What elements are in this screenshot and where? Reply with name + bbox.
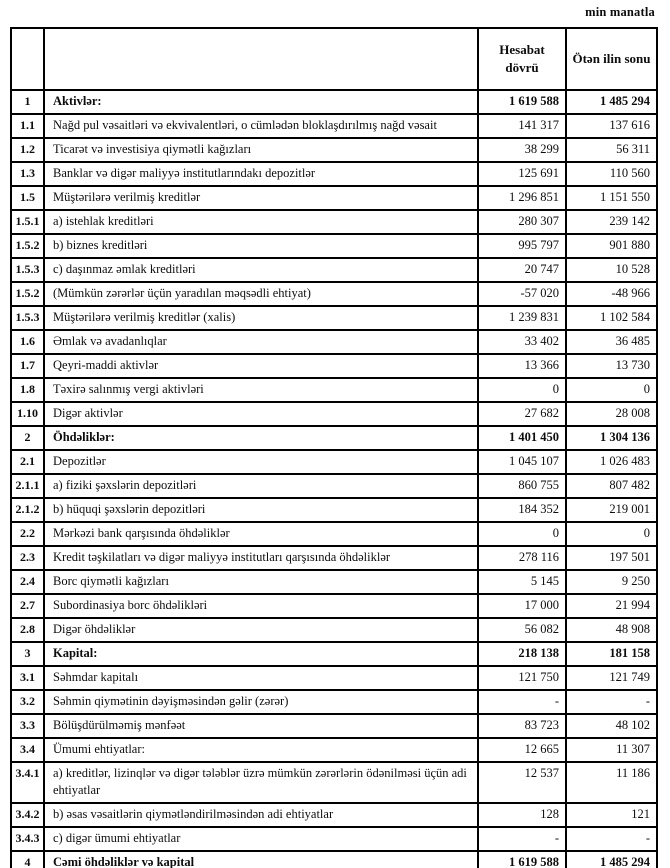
- value-previous-period: 901 880: [566, 234, 657, 258]
- value-previous-period: 1 151 550: [566, 186, 657, 210]
- table-row: [11, 618, 657, 642]
- row-label: Kapital:: [44, 642, 478, 666]
- value-current-period: 27 682: [478, 402, 566, 426]
- row-label: Əmlak və avadanlıqlar: [44, 330, 478, 354]
- value-current-period: 0: [478, 378, 566, 402]
- value-previous-period: 10 528: [566, 258, 657, 282]
- value-current-period: 1 045 107: [478, 450, 566, 474]
- row-label: a) istehlak kreditləri: [44, 210, 478, 234]
- row-number: 2.8: [11, 618, 44, 642]
- value-current-period: 12 665: [478, 738, 566, 762]
- row-label: Kredit təşkilatları və digər maliyyə institutları qarşısında öhdəliklər: [44, 546, 478, 570]
- value-previous-period: 219 001: [566, 498, 657, 522]
- value-previous-period: 807 482: [566, 474, 657, 498]
- value-previous-period: 21 994: [566, 594, 657, 618]
- value-previous-period: 0: [566, 522, 657, 546]
- value-previous-period: 137 616: [566, 114, 657, 138]
- row-label: a) fiziki şəxslərin depozitləri: [44, 474, 478, 498]
- table-row: [11, 522, 657, 546]
- table-row: [11, 186, 657, 210]
- row-label: Banklar və digər maliyyə institutlarındakı depozitlər: [44, 162, 478, 186]
- value-previous-period: 121 749: [566, 666, 657, 690]
- row-number: 1.8: [11, 378, 44, 402]
- value-current-period: 278 116: [478, 546, 566, 570]
- row-number: 3.4: [11, 738, 44, 762]
- value-current-period: 1 239 831: [478, 306, 566, 330]
- value-current-period: 184 352: [478, 498, 566, 522]
- table-row: [11, 474, 657, 498]
- value-previous-period: 1 304 136: [566, 426, 657, 450]
- value-previous-period: 13 730: [566, 354, 657, 378]
- row-label: Subordinasiya borc öhdəlikləri: [44, 594, 478, 618]
- value-previous-period: 181 158: [566, 642, 657, 666]
- value-current-period: 1 619 588: [478, 851, 566, 868]
- row-label: Depozitlər: [44, 450, 478, 474]
- value-current-period: 0: [478, 522, 566, 546]
- value-previous-period: -: [566, 690, 657, 714]
- table-row: [11, 642, 657, 666]
- value-previous-period: -48 966: [566, 282, 657, 306]
- row-number: 2.7: [11, 594, 44, 618]
- value-current-period: 280 307: [478, 210, 566, 234]
- row-label: Qeyri-maddi aktivlər: [44, 354, 478, 378]
- row-number: 2.1: [11, 450, 44, 474]
- value-current-period: 121 750: [478, 666, 566, 690]
- table-row: [11, 570, 657, 594]
- header-previous-period: Ötən ilin sonu: [566, 28, 657, 90]
- row-label: Öhdəliklər:: [44, 426, 478, 450]
- unit-label: min manatla: [585, 5, 655, 19]
- value-current-period: 860 755: [478, 474, 566, 498]
- value-current-period: 141 317: [478, 114, 566, 138]
- value-previous-period: -: [566, 827, 657, 851]
- table-row: [11, 210, 657, 234]
- header-current-period: Hesabat dövrü: [478, 28, 566, 90]
- value-previous-period: 9 250: [566, 570, 657, 594]
- row-label: Müştərilərə verilmiş kreditlər (xalis): [44, 306, 478, 330]
- value-current-period: 33 402: [478, 330, 566, 354]
- row-label: Digər öhdəliklər: [44, 618, 478, 642]
- value-previous-period: 48 908: [566, 618, 657, 642]
- row-number: 3.4.1: [11, 762, 44, 803]
- row-number: 3: [11, 642, 44, 666]
- row-number: 1.5.2: [11, 234, 44, 258]
- row-number: 3.4.3: [11, 827, 44, 851]
- value-previous-period: 1 485 294: [566, 90, 657, 114]
- header-num-cell: [11, 28, 44, 90]
- table-row: [11, 546, 657, 570]
- row-number: 1.5: [11, 186, 44, 210]
- row-label: b) əsas vəsaitlərin qiymətləndirilməsindən adi ehtiyatlar: [44, 803, 478, 827]
- row-label: c) digər ümumi ehtiyatlar: [44, 827, 478, 851]
- value-current-period: 1 619 588: [478, 90, 566, 114]
- table-row: [11, 827, 657, 851]
- table-row: [11, 354, 657, 378]
- row-number: 1.10: [11, 402, 44, 426]
- row-label: b) hüquqi şəxslərin depozitləri: [44, 498, 478, 522]
- row-label: c) daşınmaz əmlak kreditləri: [44, 258, 478, 282]
- row-number: 1: [11, 90, 44, 114]
- row-label: Səhmin qiymətinin dəyişməsindən gəlir (zərər): [44, 690, 478, 714]
- row-label: (Mümkün zərərlər üçün yaradılan məqsədli ehtiyat): [44, 282, 478, 306]
- table-row: [11, 234, 657, 258]
- table-row: [11, 450, 657, 474]
- table-row: [11, 258, 657, 282]
- row-number: 1.5.3: [11, 306, 44, 330]
- table-header: [11, 28, 657, 90]
- value-previous-period: 197 501: [566, 546, 657, 570]
- header-row: [11, 28, 657, 90]
- row-label: b) biznes kreditləri: [44, 234, 478, 258]
- value-previous-period: 28 008: [566, 402, 657, 426]
- value-current-period: -: [478, 690, 566, 714]
- row-number: 3.3: [11, 714, 44, 738]
- row-number: 1.1: [11, 114, 44, 138]
- value-previous-period: 1 102 584: [566, 306, 657, 330]
- row-number: 1.5.3: [11, 258, 44, 282]
- value-current-period: 125 691: [478, 162, 566, 186]
- table-row: [11, 138, 657, 162]
- row-label: Cəmi öhdəliklər və kapital: [44, 851, 478, 868]
- table-row: [11, 402, 657, 426]
- row-number: 2: [11, 426, 44, 450]
- table-row: [11, 498, 657, 522]
- value-current-period: 38 299: [478, 138, 566, 162]
- row-label: Nağd pul vəsaitləri və ekvivalentləri, o cümlədən bloklaşdırılmış nağd vəsait: [44, 114, 478, 138]
- value-current-period: -57 020: [478, 282, 566, 306]
- table-row: [11, 851, 657, 868]
- table-row: [11, 378, 657, 402]
- table-row: [11, 738, 657, 762]
- row-number: 2.2: [11, 522, 44, 546]
- row-number: 2.3: [11, 546, 44, 570]
- value-current-period: 1 296 851: [478, 186, 566, 210]
- table-row: [11, 90, 657, 114]
- row-number: 2.1.2: [11, 498, 44, 522]
- balance-sheet-table: [10, 27, 658, 868]
- table-row: [11, 666, 657, 690]
- table-row: [11, 714, 657, 738]
- value-previous-period: 239 142: [566, 210, 657, 234]
- row-label: a) kreditlər, lizinqlər və digər tələblər üzrə mümkün zərərlərin ödənilməsi üçün adi ehtiyatlar: [44, 762, 478, 803]
- table-row: [11, 594, 657, 618]
- value-previous-period: 11 307: [566, 738, 657, 762]
- value-current-period: -: [478, 827, 566, 851]
- row-label: Mərkəzi bank qarşısında öhdəliklər: [44, 522, 478, 546]
- row-label: Digər aktivlər: [44, 402, 478, 426]
- table-row: [11, 282, 657, 306]
- value-previous-period: 110 560: [566, 162, 657, 186]
- table-row: [11, 306, 657, 330]
- row-label: Təxirə salınmış vergi aktivləri: [44, 378, 478, 402]
- value-previous-period: 48 102: [566, 714, 657, 738]
- row-label: Ümumi ehtiyatlar:: [44, 738, 478, 762]
- row-number: 2.4: [11, 570, 44, 594]
- row-number: 1.3: [11, 162, 44, 186]
- table-row: [11, 803, 657, 827]
- row-number: 3.4.2: [11, 803, 44, 827]
- value-current-period: 995 797: [478, 234, 566, 258]
- row-label: Müştərilərə verilmiş kreditlər: [44, 186, 478, 210]
- row-label: Borc qiymətli kağızları: [44, 570, 478, 594]
- table-row: [11, 162, 657, 186]
- value-current-period: 128: [478, 803, 566, 827]
- value-current-period: 20 747: [478, 258, 566, 282]
- row-number: 1.2: [11, 138, 44, 162]
- value-previous-period: 0: [566, 378, 657, 402]
- value-current-period: 83 723: [478, 714, 566, 738]
- value-current-period: 56 082: [478, 618, 566, 642]
- table-row: [11, 330, 657, 354]
- value-current-period: 218 138: [478, 642, 566, 666]
- value-current-period: 17 000: [478, 594, 566, 618]
- table-row: [11, 762, 657, 803]
- row-number: 1.5.1: [11, 210, 44, 234]
- row-label: Ticarət və investisiya qiymətli kağızları: [44, 138, 478, 162]
- value-previous-period: 1 026 483: [566, 450, 657, 474]
- row-number: 1.5.2: [11, 282, 44, 306]
- row-number: 3.1: [11, 666, 44, 690]
- value-previous-period: 36 485: [566, 330, 657, 354]
- value-previous-period: 56 311: [566, 138, 657, 162]
- value-current-period: 12 537: [478, 762, 566, 803]
- value-previous-period: 121: [566, 803, 657, 827]
- value-current-period: 1 401 450: [478, 426, 566, 450]
- row-label: Səhmdar kapitalı: [44, 666, 478, 690]
- value-current-period: 5 145: [478, 570, 566, 594]
- table-body: [11, 90, 657, 868]
- row-label: Bölüşdürülməmiş mənfəət: [44, 714, 478, 738]
- row-number: 4: [11, 851, 44, 868]
- row-number: 1.6: [11, 330, 44, 354]
- row-number: 3.2: [11, 690, 44, 714]
- row-number: 1.7: [11, 354, 44, 378]
- row-number: 2.1.1: [11, 474, 44, 498]
- table-row: [11, 114, 657, 138]
- table-row: [11, 690, 657, 714]
- header-label-cell: [44, 28, 478, 90]
- row-label: Aktivlər:: [44, 90, 478, 114]
- value-previous-period: 11 186: [566, 762, 657, 803]
- value-previous-period: 1 485 294: [566, 851, 657, 868]
- table-row: [11, 426, 657, 450]
- value-current-period: 13 366: [478, 354, 566, 378]
